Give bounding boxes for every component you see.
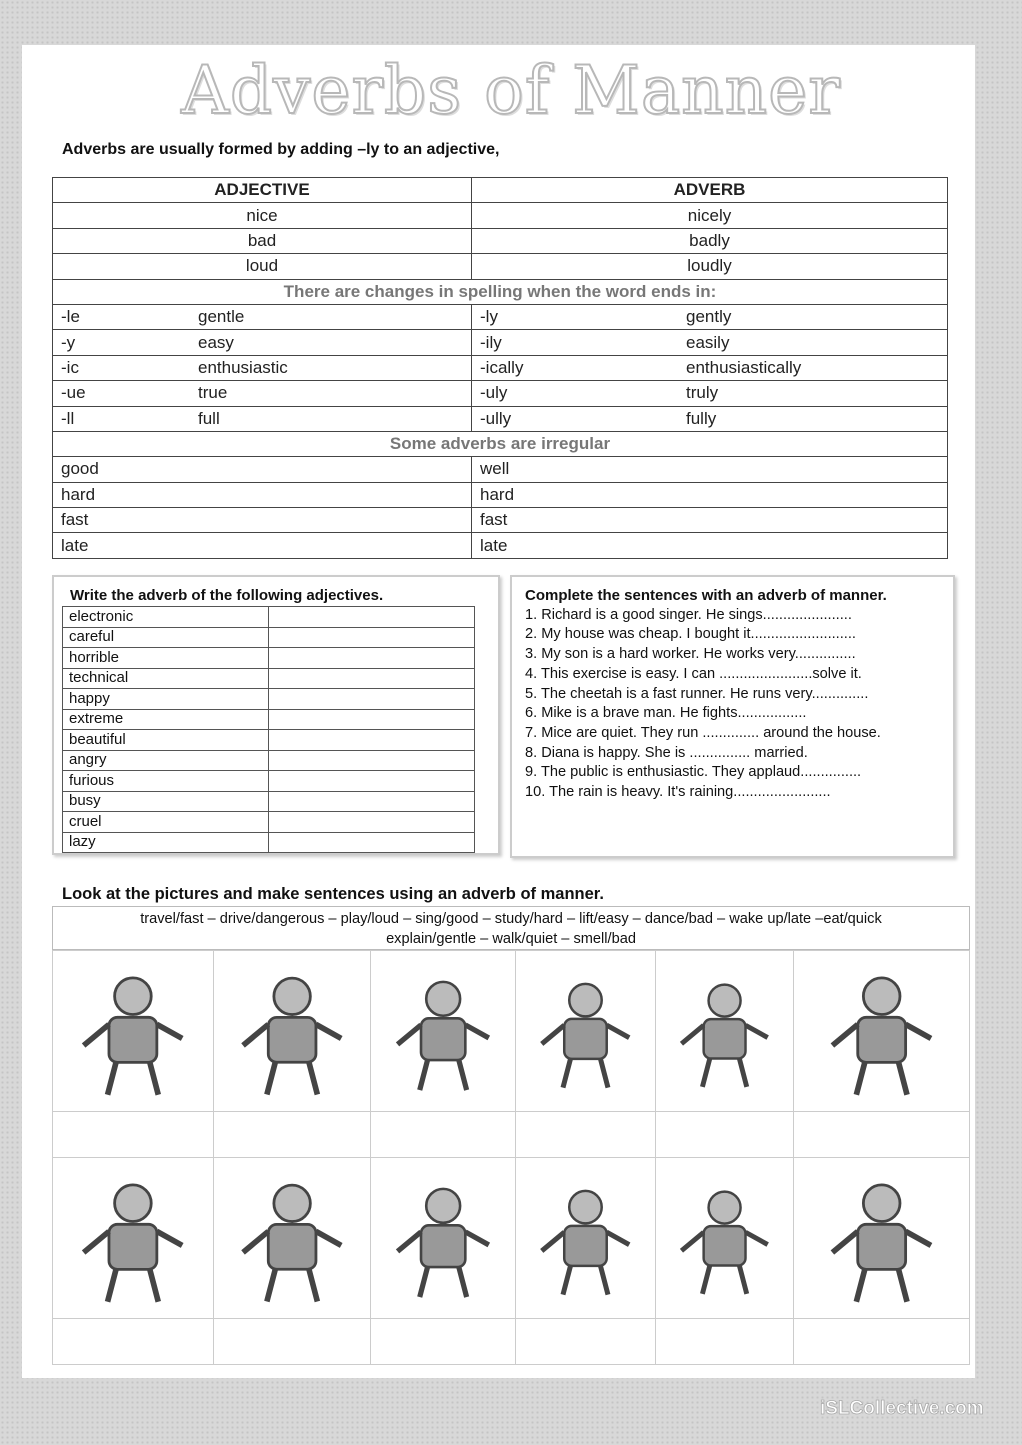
picture-row [53, 951, 970, 1112]
fast-train-picture [523, 1168, 648, 1309]
spelling-row: -le gentle -ly gently [53, 304, 948, 329]
sentence-answer-cell[interactable] [656, 1319, 794, 1365]
word-row: happy [63, 689, 475, 710]
word-row: busy [63, 791, 475, 812]
singer-picture [61, 961, 205, 1102]
sentence-item: 4. This exercise is easy. I can .......................solve it. [525, 665, 862, 682]
irregular-row: good well [53, 457, 948, 482]
picture-grid [52, 950, 970, 1365]
answer-cell[interactable] [269, 730, 475, 751]
word-bank: travel/fast – drive/dangerous – play/loud – sing/good – study/hard – lift/easy – dance/bad – wake up/late –eat/quick explain/gentle – walk/quiet – smell/bad [52, 906, 970, 950]
sentence-answer-cell[interactable] [370, 1112, 516, 1158]
page-title: Adverbs of Manner [181, 52, 841, 129]
word-row: careful [63, 627, 475, 648]
sentence-item: 8. Diana is happy. She is ............... married. [525, 744, 808, 761]
sentence-item: 9. The public is enthusiastic. They applaud............... [525, 764, 862, 781]
studying-boy-picture [378, 1168, 508, 1309]
answer-cell[interactable] [269, 771, 475, 792]
answer-cell[interactable] [269, 791, 475, 812]
regular-row: bad badly [53, 228, 948, 253]
sentence-answer-cell[interactable] [213, 1319, 370, 1365]
sentence-answer-cell[interactable] [794, 1112, 970, 1158]
sentence-item: 6. Mike is a brave man. He fights................. [525, 705, 807, 722]
sentence-answer-cell[interactable] [516, 1112, 656, 1158]
teacher-blackboard-picture [523, 961, 648, 1102]
spelling-row: -ll full -ully fully [53, 406, 948, 431]
picture-row [53, 1158, 970, 1319]
answer-cell[interactable] [269, 627, 475, 648]
answer-cell[interactable] [269, 750, 475, 771]
woman-eating-picture [663, 1168, 786, 1309]
adverb-rules-table [52, 177, 948, 559]
sentence-answer-cell[interactable] [656, 1112, 794, 1158]
word-row: technical [63, 668, 475, 689]
answer-row [53, 1319, 970, 1365]
sleeping-alarm-clock-picture [222, 961, 362, 1102]
sentence-answer-cell[interactable] [53, 1319, 214, 1365]
spelling-row: -y easy -ily easily [53, 330, 948, 355]
spelling-row: -ue true -uly truly [53, 381, 948, 406]
answer-cell[interactable] [269, 812, 475, 833]
answer-row [53, 1112, 970, 1158]
answer-cell[interactable] [269, 648, 475, 669]
irregular-row: hard hard [53, 482, 948, 507]
sentence-item: 3. My son is a hard worker. He works very............... [525, 646, 856, 663]
intro-text: Adverbs are usually formed by adding –ly to an adjective, [62, 141, 500, 158]
sentence-item: 1. Richard is a good singer. He sings...................... [525, 606, 852, 623]
sentence-answer-cell[interactable] [370, 1319, 516, 1365]
piano-player-picture [378, 961, 508, 1102]
irregular-row: late late [53, 533, 948, 558]
walking-boy-picture [663, 961, 786, 1102]
word-row: lazy [63, 832, 475, 853]
sentence-item: 7. Mice are quiet. They run .............. around the house. [525, 724, 881, 741]
smelly-food-picture [222, 1168, 362, 1309]
answer-cell[interactable] [269, 689, 475, 710]
irregular-row: fast fast [53, 508, 948, 533]
answer-cell[interactable] [269, 607, 475, 628]
woman-driving-car-picture [61, 1168, 205, 1309]
sentence-item: 2. My house was cheap. I bought it.......................... [525, 626, 856, 643]
word-row: furious [63, 771, 475, 792]
adjective-answer-table [62, 606, 475, 853]
word-row: beautiful [63, 730, 475, 751]
dancing-couple-picture [803, 961, 960, 1102]
regular-row: loud loudly [53, 254, 948, 279]
sentence-answer-cell[interactable] [794, 1319, 970, 1365]
word-row: extreme [63, 709, 475, 730]
answer-cell[interactable] [269, 668, 475, 689]
sentence-item: 5. The cheetah is a fast runner. He runs very.............. [525, 685, 869, 702]
sentence-answer-cell[interactable] [53, 1112, 214, 1158]
sentence-list [525, 586, 945, 803]
spelling-row: -ic enthusiastic -ically enthusiastically [53, 355, 948, 380]
sentence-item: 10. The rain is heavy. It's raining........................ [525, 784, 831, 801]
word-row: cruel [63, 812, 475, 833]
exercise-2-heading: Complete the sentences with an adverb of manner. [525, 587, 887, 604]
spelling-title: There are changes in spelling when the word ends in: [53, 279, 948, 304]
regular-row: nice nicely [53, 203, 948, 228]
word-row: angry [63, 750, 475, 771]
answer-cell[interactable] [269, 709, 475, 730]
sentence-answer-cell[interactable] [213, 1112, 370, 1158]
word-row: horrible [63, 648, 475, 669]
exercise-1-heading: Write the adverb of the following adjectives. [70, 587, 384, 604]
table-header-row: ADJECTIVE ADVERB [53, 178, 948, 203]
irregular-title: Some adverbs are irregular [53, 431, 948, 456]
answer-cell[interactable] [269, 832, 475, 853]
watermark: iSLCollective.com [820, 1398, 984, 1419]
weightlifter-picture [803, 1168, 960, 1309]
sentence-answer-cell[interactable] [516, 1319, 656, 1365]
exercise-3-heading: Look at the pictures and make sentences using an adverb of manner. [62, 885, 604, 903]
word-row: electronic [63, 607, 475, 628]
